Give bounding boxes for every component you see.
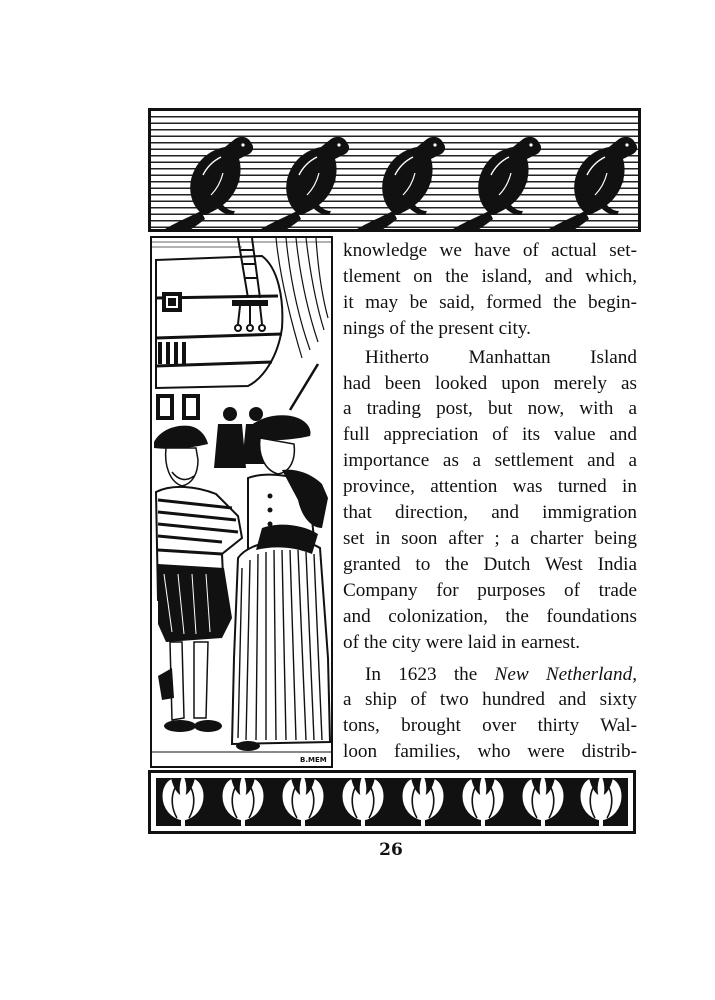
tulip-row <box>151 773 633 831</box>
text-line: tons, brought over thirty Wal- <box>343 715 637 737</box>
text-line: and colonization, the foundations <box>343 605 637 627</box>
text-line: province, attention was turned in <box>343 476 637 498</box>
beaver-icon <box>354 137 446 229</box>
text-line: knowledge we have of actual set- <box>343 240 637 261</box>
tulip-icon <box>581 776 621 826</box>
tulip-icon <box>463 776 503 826</box>
tulip-icon <box>223 776 263 826</box>
beaver-border <box>148 108 641 232</box>
woodcut-illustration <box>152 238 331 766</box>
tulip-icon <box>283 776 323 826</box>
text-line: a ship of two hundred and sixty <box>343 689 637 711</box>
text-line: Hitherto Manhattan Island <box>365 346 637 368</box>
text-line: loon families, who were distrib- <box>343 741 637 763</box>
text-line: a trading post, but now, with a <box>343 398 637 420</box>
tulip-icon <box>163 776 203 826</box>
text-fragment: In 1623 the <box>365 663 495 685</box>
text-line: of the city were laid in earnest. <box>343 631 581 653</box>
text-line: had been looked upon merely as <box>343 372 637 394</box>
text-line: full appreciation of its value and <box>343 424 637 446</box>
text-line: nings of the present city. <box>343 317 531 339</box>
beaver-row <box>151 111 638 229</box>
illustration-dutch-settlers <box>150 236 333 768</box>
text-line: it may be said, formed the begin- <box>343 291 637 313</box>
page-number: 26 <box>379 840 403 860</box>
text-line: set in soon after ; a charter being <box>343 527 637 549</box>
text-line: granted to the Dutch West India <box>343 553 637 575</box>
text-line: Company for purposes of trade <box>343 579 637 601</box>
tulip-border <box>148 770 636 834</box>
beaver-icon <box>546 137 638 229</box>
text-line: importance as a settlement and a <box>343 450 637 472</box>
beaver-icon <box>450 137 542 229</box>
paragraph-3 <box>343 662 637 766</box>
tulip-icon <box>523 776 563 826</box>
text-line: tlement on the island, and which, <box>343 265 637 287</box>
paragraph-2 <box>343 345 637 656</box>
beaver-icon <box>162 137 254 229</box>
beaver-icon <box>258 137 350 229</box>
body-text <box>343 238 637 765</box>
text-line: that direction, and immigration <box>343 502 637 524</box>
text-line <box>343 662 637 688</box>
artist-signature: B.MEM <box>300 756 327 764</box>
tulip-icon <box>343 776 383 826</box>
ship-name: New Netherland, <box>494 663 637 685</box>
tulip-icon <box>403 776 443 826</box>
paragraph-1 <box>343 238 637 342</box>
